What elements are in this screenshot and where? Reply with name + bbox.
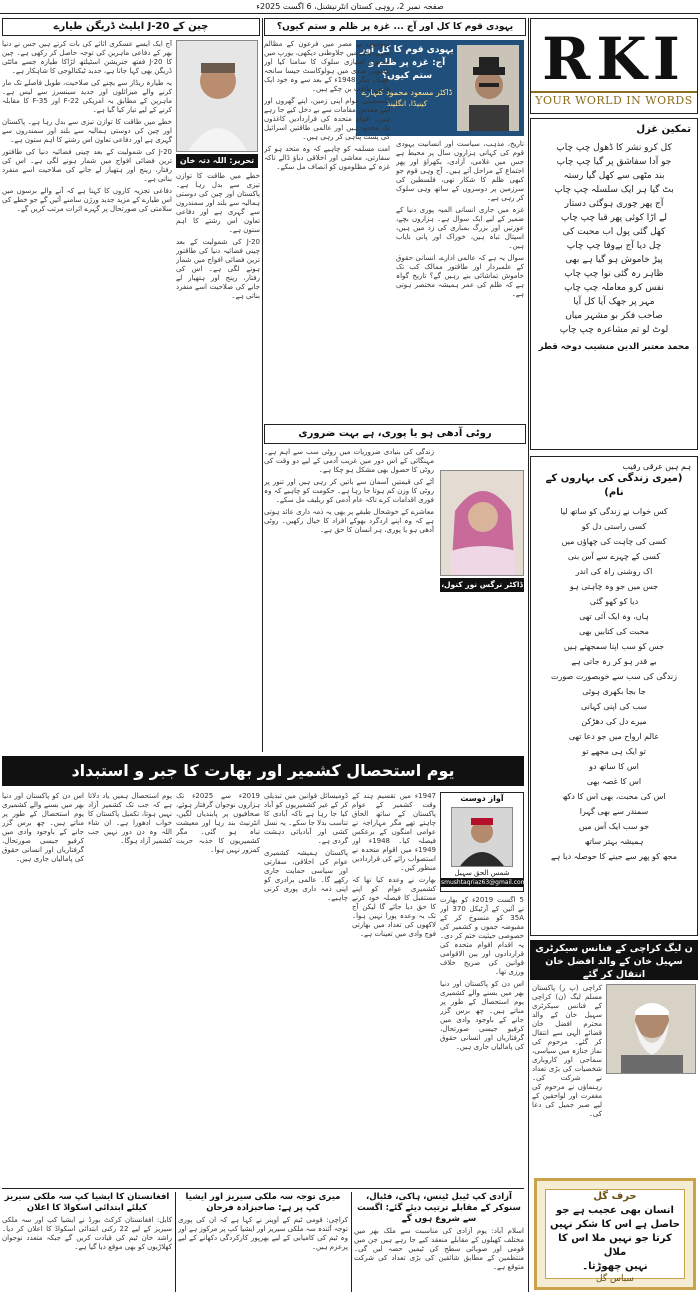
poem2-line: کسی راستی دل کو: [581, 522, 647, 531]
ghazal-line: آج پھر چوری ہوگئی دستار: [564, 199, 664, 209]
column-divider: [262, 18, 263, 752]
paragraph: تاریخ، مذہب، سیاست اور انسانیت یہودی قوم کی کہانی ہزاروں سال پر محیط ہے جس میں غلامی، آزادی، بکھراؤ اور پھر اجتماع کے مراحل آتے ہیں۔ آج وہی قوم جو کبھی ظلم کا شکار تھی، فلسطین کی سرزمین پر دوسروں کے ساتھ وہی سلوک کر رہی ہے۔: [396, 140, 524, 202]
china-body: [2, 40, 172, 750]
poem2-line: زندگی کی سب سے خوبصورت صورت: [551, 672, 677, 681]
column-name: آواز دوست: [460, 794, 504, 803]
paragraph: یہودیوں نے مصر میں فرعون کے مظالم سہے، بابل میں جلاوطنی دیکھی، یورپ میں صدیوں امتیازی سلوک کا سامنا کیا اور بیسویں صدی میں ہولوکاسٹ جیسا سانحہ جھیلا۔ مگر 1948ء کے بعد سے وہ خود ایک قابض طاقت بن چکے ہیں۔: [264, 40, 390, 93]
kashmir-author-email: smushtaqriaz63@gmail.com: [441, 879, 527, 886]
poem2-title: (میری زندگی کی بہاروں کے نام): [545, 473, 683, 498]
ghazal-line: صاحب فکر بو مشہر میاں: [565, 311, 663, 321]
paragraph: J-20 کی شمولیت کے بعد چینی فضائیہ دنیا کی طاقتور ترین فضائی افواج میں شمار ہونے لگی ہے۔ اس کی رفتار، رینج اور ہتھیار لے جانے کی صلاحیت اسے منفرد بناتی ہے۔: [2, 148, 172, 183]
poem2-line: محبت کی کتابیں بھی: [579, 627, 649, 636]
ghazal-line: بٹ گیا ہر ایک سلسلہ چپ چاپ: [554, 185, 674, 195]
callout-line: نہیں چھوڑتا۔: [582, 1261, 648, 1272]
poem2-line: سب کی اپنی کہانی: [580, 702, 648, 711]
ghazal-title: تمکین غزل: [636, 124, 691, 135]
ghazal-line: لوٹ لو تم مشاعرہ چپ چاپ: [559, 325, 669, 335]
ghazal-line: ظاہر رہ گئی نوا چپ چاپ: [564, 269, 664, 279]
condolence-body: کراچی (پ ر) پاکستان مسلم لیگ (ن) کراچی کے فنانس سیکرٹری سہیل خان کے والد محترم افضل خان قضائے الٰہی سے انتقال کر گئے۔ مرحوم کی نماز جنازہ میں سیاسی، سماجی اور کاروباری شخصیات کی بڑی تعداد نے شرکت کی۔ رہنماؤں نے مرحوم کی مغفرت اور لواحقین کے لیے صبر جمیل کی دعا کی۔: [532, 984, 602, 1118]
feature-place: کینیڈا، انگلینڈ: [386, 99, 428, 108]
china-body-lower: [176, 172, 260, 750]
paragraph: ڈومیسائل قوانین میں تبدیلی کر کے غیر کشمیریوں کو آباد کیا جا رہا ہے تاکہ آبادی کا تناسب بدلا جا سکے۔ یہ نسل کشی اور آبادیاتی دہشت گردی ہے۔: [264, 792, 348, 845]
kashmir-author-box: [440, 792, 527, 892]
bread-author-caption: ڈاکٹر نرگس نور کنول، لاہور: [441, 580, 523, 603]
poem2-line: جا بجا بکھری ہوئی: [582, 687, 646, 696]
poem2-line: میرے دل کی دھڑکن: [581, 717, 647, 726]
paragraph: بھارت نے وعدہ کیا تھا کہ کشمیری عوام کو اپنے مستقبل کا فیصلہ خود کرنے کا حق دیا جائے گا لیکن آج تک یہ وعدہ پورا نہیں ہوا۔ لاکھوں کی تعداد میں بھارتی فوج وادی میں تعینات ہے۔: [352, 876, 436, 938]
story-body: کراچی: قومی ٹیم کے اوپنر نے کہا ہے کہ ان کی پوری توجہ آئندہ سہ ملکی سیریز اور ایشیا کپ پر مرکوز ہے اور وہ ٹیم کی کامیابی کے لیے بھرپور کارکردگی دکھانے کے لیے پرعزم ہیں۔: [178, 1216, 348, 1251]
paragraph: سوال یہ ہے کہ عالمی ادارے، انسانی حقوق کے علمبردار اور طاقتور ممالک کب تک خاموش تماشائی بنے رہیں گے؟ تاریخ گواہ ہے کہ ظلم کی عمر ہمیشہ مختصر ہوتی ہے۔: [396, 254, 524, 298]
paragraph: غزہ میں جاری انسانی المیہ پوری دنیا کے ضمیر کے لیے ایک سوال ہے۔ ہزاروں بچے، عورتیں اور بزرگ بمباری کی زد میں ہیں، اسپتال تباہ ہیں، خوراک اور پانی نایاب ہیں۔: [396, 206, 524, 250]
paragraph: فلسطینی عوام اپنی زمین، اپنے گھروں اور اپنے مقدس مقامات سے بے دخل کیے جا رہے ہیں۔ اقوام متحدہ کی قراردادیں کاغذوں تک محدود ہیں اور عالمی طاقتیں اسرائیل کی پشت پناہی کر رہی ہیں۔: [264, 97, 390, 141]
bread-author-photo: [440, 470, 524, 576]
poem2-intro: ہم ہیں عرقی رقیب: [622, 462, 691, 471]
paragraph: امت مسلمہ کو چاہیے کہ وہ متحد ہو کر سفارتی، معاشی اور اخلاقی دباؤ ڈالے تاکہ غزہ کے مظلوموں کو انصاف مل سکے۔: [264, 145, 390, 171]
kashmir-col-1: [440, 896, 524, 1184]
callout-box: [534, 1178, 696, 1290]
paragraph: آج ایک ایسے عسکری اثاثے کی بات کرتے ہیں جس نے دنیا بھر کے دفاعی ماہرین کی توجہ حاصل کر رکھی ہے۔ چین کا J-20 ففتھ جنریشن اسٹیلتھ لڑاکا طیارہ جسے مائٹی ڈریگن بھی کہا جاتا ہے، جدید ٹیکنالوجی کا شاہکار ہے۔: [2, 40, 172, 75]
poem2-line: جس کو سب اپنا سمجھتے ہیں: [563, 642, 665, 651]
jewish-headline: یہودی قوم کا کل اور آج ... غزہ پر ظلم و ستم کیوں؟: [264, 18, 526, 36]
poem2-line: عالم ارواح میں جو دعا تھی: [568, 732, 660, 741]
kashmir-col-3: [264, 792, 348, 1184]
logo-box: [530, 18, 698, 114]
callout-line: انسان بھی عجیب ہے جو: [556, 1205, 674, 1216]
paragraph: 1947ء میں تقسیم ہند کے وقت کشمیر کے عوام پاکستان کے ساتھ الحاق چاہتے تھے مگر مہاراجہ نے عوامی امنگوں کے برعکس فیصلہ کیا۔ 1948ء اور 1949ء میں اقوام متحدہ نے استصواب رائے کی قراردادیں منظور کیں۔: [352, 792, 436, 872]
ghazal-line: چل دیا آج بےوفا چپ چاپ: [566, 241, 662, 251]
paragraph: پاکستان ہمیشہ کشمیری عوام کی اخلاقی، سفارتی اور سیاسی حمایت جاری رکھے گا۔ عالمی برادری کو اپنی ذمہ داری پوری کرنی چاہیے۔: [264, 849, 348, 902]
ghazal-line: لے اڑا کوئی پھر قبا چپ چاپ: [560, 213, 668, 223]
ghazal-line: کھل گئی پول اب محبت کی: [562, 227, 666, 237]
poem2-line: بے قدر ہو کر رہ جاتی ہے: [571, 657, 657, 666]
story-headline: افغانستان کا ایشیا کپ سہ ملکی سیریز کیلئے ابتدائی اسکواڈ کا اعلان: [4, 1192, 170, 1213]
poem2-line: دیا کو کھو گئی: [589, 597, 639, 606]
poem2-line: جو سب ایک آس میں: [578, 822, 650, 831]
poem2-line: کسی کے چہرے سے آس بنی: [567, 552, 661, 561]
poem2-line: کس خواب نے زندگی کو ساتھ لیا: [560, 507, 668, 516]
paragraph: آٹے کی قیمتیں آسمان سے باتیں کر رہی ہیں اور تنور پر روٹی کا وزن کم ہوتا جا رہا ہے۔ حکومت کو چاہیے کہ وہ فوری اقدامات کرے تاکہ عام آدمی کو ریلیف مل سکے۔: [264, 478, 434, 504]
condolence-headline: ن لیگ کراچی کے فنانس سیکرٹری سہیل خان کے والد افضل خان انتقال کر گئے: [530, 940, 698, 980]
bottom-story: [178, 1192, 348, 1292]
paragraph: یوم استحصال ہمیں یاد دلاتا ہے کہ جب تک کشمیر آزاد نہیں ہوتا، تکمیل پاکستان کا خواب ادھورا ہے۔ ان شاء اللہ وہ دن دور نہیں جب کشمیر آزاد ہوگا۔: [88, 792, 172, 845]
bottom-story: [2, 1192, 172, 1292]
jewish-body-right: [396, 140, 524, 420]
paragraph: 2019ء سے 2025ء تک ہزاروں نوجوان گرفتار ہوئے، صحافیوں پر پابندیاں لگیں، انٹرنیٹ بند رہا اور معیشت تباہ ہو گئی۔ مگر کشمیریوں کا جذبہ حریت کمزور نہیں ہوا۔: [176, 792, 260, 854]
paragraph: خطے میں طاقت کا توازن تیزی سے بدل رہا ہے۔ پاکستان اور چین کی دوستی ہمالیہ سے بلند اور سمندروں سے گہری ہے اور دفاعی تعاون اس رشتے کا اہم ستون ہے۔: [2, 118, 172, 144]
poem2-line: سمندر سے بھی گہرا: [579, 807, 649, 816]
callout-title: حرف گل: [593, 1191, 637, 1202]
story-body: کابل: افغانستان کرکٹ بورڈ نے ایشیا کپ اور سہ ملکی سیریز کے لیے 22 رکنی ابتدائی اسکواڈ کا اعلان کر دیا۔ راشد خان ٹیم کی قیادت کریں گے جبکہ متعدد نوجوان کھلاڑیوں کو بھی موقع دیا گیا ہے۔: [2, 1216, 172, 1251]
paragraph: 5 اگست 2019ء کو بھارت نے آئین کے آرٹیکل 370 اور 35A کو منسوخ کر کے مقبوضہ جموں و کشمیر کی خصوصی حیثیت ختم کر دی۔ یہ اقدام اقوام متحدہ کی قراردادوں اور بین الاقوامی قوانین کی صریح خلاف ورزی تھا۔: [440, 896, 524, 976]
portrait-hat-icon: [457, 45, 520, 132]
portrait-cap-icon: [452, 808, 512, 866]
column-divider: [351, 1192, 352, 1292]
paragraph: خطے میں طاقت کا توازن تیزی سے بدل رہا ہے۔ پاکستان اور چین کی دوستی ہمالیہ سے بلند اور سمندروں سے گہری ہے اور دفاعی تعاون اس رشتے کا اہم ستون ہے۔: [176, 172, 260, 234]
callout-line: کرتا جو نہیں ملا اس کا ملال: [558, 1233, 672, 1258]
column-divider: [175, 1192, 176, 1292]
portrait-woman-icon: [441, 471, 524, 576]
poem2-line: ہاں، وہ ایک آئی تھی: [579, 612, 649, 621]
bread-headline: روٹی آدھی ہو یا پوری، ہے بہت ضروری: [264, 424, 526, 444]
poem2-line: اک روشنی راہ کی اندر: [575, 567, 653, 576]
callout-signature: سباس گل: [596, 1274, 634, 1284]
poem2-line: جس میں جو وہ چاہتی ہو: [569, 582, 659, 591]
kashmir-col-4: [176, 792, 260, 1184]
poem2-line: تو ایک ہی مجھے تو: [582, 747, 646, 756]
poem2-line: مجھ کو پھر سے جینے کا حوصلہ دیا ہے: [550, 852, 678, 861]
poem2-line: اس کا غصہ بھی: [586, 777, 642, 786]
bottom-strip-rule: [2, 1188, 524, 1189]
bottom-story: [354, 1192, 524, 1292]
story-headline: آزادی کپ ٹیبل ٹینس، ہاکی، فٹبال، سنوکر کے مقابلے ترتیب دیئے گئے: اگست سے شروع ہوں گے: [357, 1192, 521, 1224]
feature-author-photo: [456, 44, 520, 132]
condolence-photo: [606, 984, 696, 1074]
ghazal-box: [530, 118, 698, 450]
jewish-body-left: [264, 40, 390, 420]
ghazal-line: بند مٹھی سے کھل گیا رستہ: [563, 171, 665, 181]
kashmir-col-5: [88, 792, 172, 1184]
ghazal-line: مہر پر جھک آیا کل آیا: [573, 297, 655, 307]
bread-body: [264, 448, 434, 750]
story-headline: میری توجہ سہ ملکی سیریز اور ایشیا کپ پر ہے: صاحبزادہ فرحان: [185, 1192, 341, 1213]
paragraph: دفاعی تجزیہ کاروں کا کہنا ہے کہ آنے والے برسوں میں اس طیارے کے مزید جدید ورژن سامنے آئیں گے جو خطے کی سلامتی کی صورتحال پر گہرے اثرات مرتب کریں گے۔: [2, 187, 172, 213]
ghazal-line: پیڑ خاموش ہو گیا ہے بھی: [565, 255, 663, 265]
ghazal-line: نفس کرو معاملہ چپ چاپ: [564, 283, 664, 293]
paragraph: زندگی کی بنیادی ضروریات میں روٹی سب سے اہم ہے۔ مہنگائی کے اس دور میں غریب آدمی کے لیے دو وقت کی روٹی کا حصول بھی مشکل ہو چکا ہے۔: [264, 448, 434, 474]
poem2-line: کسی کی چاہت کی چھاؤں میں: [561, 537, 667, 546]
feature-title: یہودی قوم کا کل اور آج: غزہ پر ظلم و ستم کیوں؟: [360, 45, 454, 81]
logo-mark: RKI: [542, 25, 686, 93]
portrait-elder-icon: [607, 985, 696, 1074]
ghazal-line: کل کرو نشر کا ڈھول چپ چاپ: [556, 143, 672, 153]
ghazal-line: جو آدا سفاشق پر گیا چپ چاپ: [556, 157, 672, 167]
poem2-line: ہمیشہ بہتر ساتھ: [584, 837, 644, 846]
paragraph: اس دن کو پاکستان اور دنیا بھر میں بسنے والے کشمیری یوم استحصال کے طور پر مناتے ہیں۔ چھ برس گزر جانے کے باوجود وادی میں کرفیو جیسی صورتحال، گرفتاریاں اور انسانی حقوق کی پامالیاں جاری ہیں۔: [440, 980, 524, 1051]
feature-author: ڈاکٹر مسعود محمود کٹہارے: [361, 88, 453, 97]
poem2-box: [530, 456, 698, 936]
kashmir-author-photo: [451, 807, 513, 867]
china-author-photo: [176, 40, 258, 152]
china-author-caption: تحریر: اللہ دتہ خان: [176, 154, 258, 168]
paragraph: J-20 کی شمولیت کے بعد چینی فضائیہ دنیا کی طاقتور ترین فضائی افواج میں شمار ہونے لگی ہے۔ اس کی رفتار، رینج اور ہتھیار لے جانے کی صلاحیت اسے منفرد بناتی ہے۔: [176, 238, 260, 300]
dateline: صفحہ نمبر 2، روہی کستان انٹرنیشنل، 6 اگست 2025ء: [0, 0, 700, 14]
paragraph: معاشرے کے خوشحال طبقے پر بھی یہ ذمہ داری عائد ہوتی ہے کہ وہ اپنے اردگرد بھوکے افراد کا خیال رکھیں۔ روٹی آدھی ہو یا پوری، ہر انسان کا حق ہے۔: [264, 508, 434, 534]
china-headline: چین کے J-20 ایلیٹ ڈریگن طیارے: [2, 18, 260, 36]
poem2-line: اس کا ساتھ دو: [589, 762, 639, 771]
kashmir-banner: یوم استحصال کشمیر اور بھارت کا جبر و استبداد: [2, 756, 524, 786]
callout-line: حاصل ہے اس کا شکر نہیں: [549, 1219, 681, 1230]
portrait-man-icon: [177, 41, 258, 152]
kashmir-col-2: [352, 792, 436, 1184]
kashmir-col-6: [2, 792, 84, 1184]
paragraph: یہ طیارہ ریڈار سے بچنے کی صلاحیت، طویل فاصلے تک مار کرنے والے میزائلوں اور جدید سینسرز سے لیس ہے۔ ماہرین کے مطابق یہ امریکی F-22 اور F-35 کا مقابلہ کرنے کے لیے تیار کیا گیا ہے۔: [2, 79, 172, 114]
column-divider: [528, 18, 529, 1292]
poem2-line: اس کی محبت، بھی اس کا دکھ: [562, 792, 666, 801]
logo-tagline: YOUR WORLD IN WORDS: [531, 91, 696, 108]
paragraph: اس دن کو پاکستان اور دنیا بھر میں بسنے والے کشمیری یوم استحصال کے طور پر مناتے ہیں۔ چھ برس گزر جانے کے باوجود وادی میں کرفیو جیسی صورتحال، گرفتاریاں اور انسانی حقوق کی پامالیاں جاری ہیں۔: [2, 792, 84, 863]
story-body: اسلام آباد: یوم آزادی کی مناسبت سے ملک بھر میں مختلف کھیلوں کے مقابلے منعقد کیے جا رہے ہیں جن میں قومی اور صوبائی سطح کی ٹیمیں حصہ لیں گی۔ منتظمین کے مطابق شائقین کی بڑی تعداد کی شرکت متوقع ہے۔: [354, 1227, 524, 1271]
kashmir-author-name: شمس الحق سہیل: [454, 869, 510, 877]
ghazal-poet: محمد معتبر الدین منشیب دوحہ قطر: [538, 342, 690, 352]
